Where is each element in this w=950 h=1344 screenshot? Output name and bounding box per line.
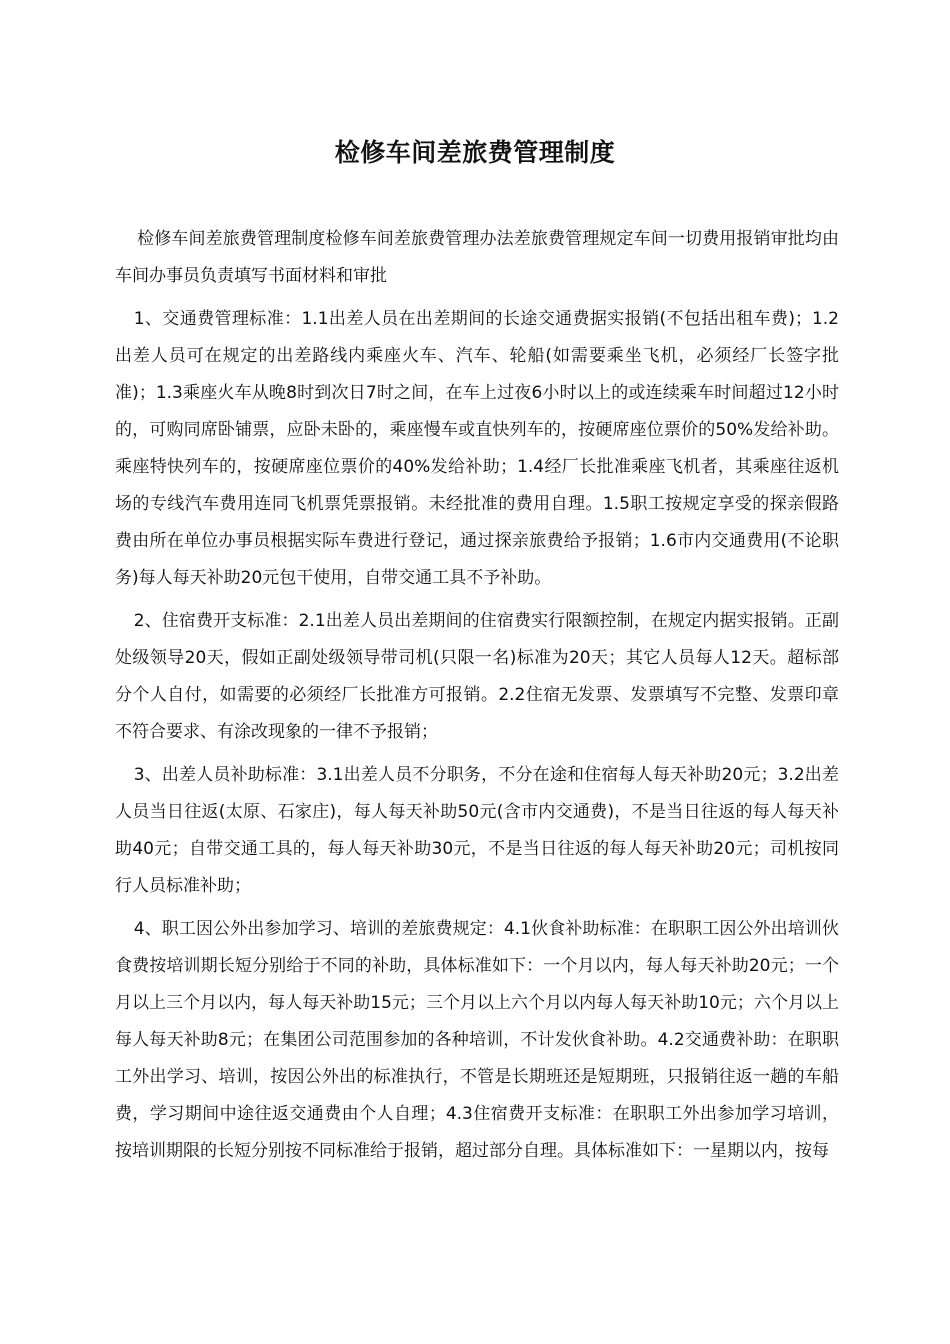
paragraph-training-expenses: 4、职工因公外出参加学习、培训的差旅费规定：4.1伙食补助标准：在职职工因公外出培训伙食费按培训期长短分别给于不同的补助，具体标准如下：一个月以内，每人每天补助20元；一个月以上三个月以内，每人每天补助15元；三个月以上六个月以内每人每天补助10元；六个月以上每人每天补助8元；在集团公司范围参加的各种培训，不计发伙食补助。4.2交通费补助：在职职工外出学习、培训，按因公外出的标准执行，不管是长期班还是短期班，只报销往返一趟的车船费，学习期间中途往返交通费由个人自理；4.3住宿费开支标准：在职职工外出参加学习培训，按培训期限的长短分别按不同标准给于报销，超过部分自理。具体标准如下：一星期以内，按每 (115, 919, 839, 1161)
document-body (115, 221, 839, 1176)
paragraph-travel-allowance: 3、出差人员补助标准：3.1出差人员不分职务，不分在途和住宿每人每天补助20元；3.2出差人员当日往返(太原、石家庄)，每人每天补助50元(含市内交通费)，不是当日往返的每人每天补助40元；自带交通工具的，每人每天补助30元，不是当日往返的每人每天补助20元；司机按同行人员标准补助； (115, 765, 839, 896)
paragraph-transport-fee: 1、交通费管理标准：1.1出差人员在出差期间的长途交通费据实报销(不包括出租车费)；1.2出差人员可在规定的出差路线内乘座火车、汽车、轮船(如需要乘坐飞机，必须经厂长签字批准)；1.3乘座火车从晚8时到次日7时之间，在车上过夜6小时以上的或连续乘车时间超过12小时的，可购同席卧铺票，应卧未卧的，乘座慢车或直快列车的，按硬席座位票价的50%发给补助。乘座特快列车的，按硬席座位票价的40%发给补助；1.4经厂长批准乘座飞机者，其乘座往返机场的专线汽车费用连同飞机票凭票报销。未经批准的费用自理。1.5职工按规定享受的探亲假路费由所在单位办事员根据实际车费进行登记，通过探亲旅费给予报销；1.6市内交通费用(不论职务)每人每天补助20元包干使用，自带交通工具不予补助。 (115, 309, 839, 588)
paragraph-accommodation-fee: 2、住宿费开支标准：2.1出差人员出差期间的住宿费实行限额控制，在规定内据实报销。正副处级领导20天，假如正副处级领导带司机(只限一名)标准为20天；其它人员每人12天。超标部分个人自付，如需要的必须经厂长批准方可报销。2.2住宿无发票、发票填写不完整、发票印章不符合要求、有涂改现象的一律不予报销； (115, 611, 839, 742)
document-title: 检修车间差旅费管理制度 (334, 138, 616, 167)
paragraph-intro: 检修车间差旅费管理制度检修车间差旅费管理办法差旅费管理规定车间一切费用报销审批均由车间办事员负责填写书面材料和审批 (115, 229, 839, 286)
